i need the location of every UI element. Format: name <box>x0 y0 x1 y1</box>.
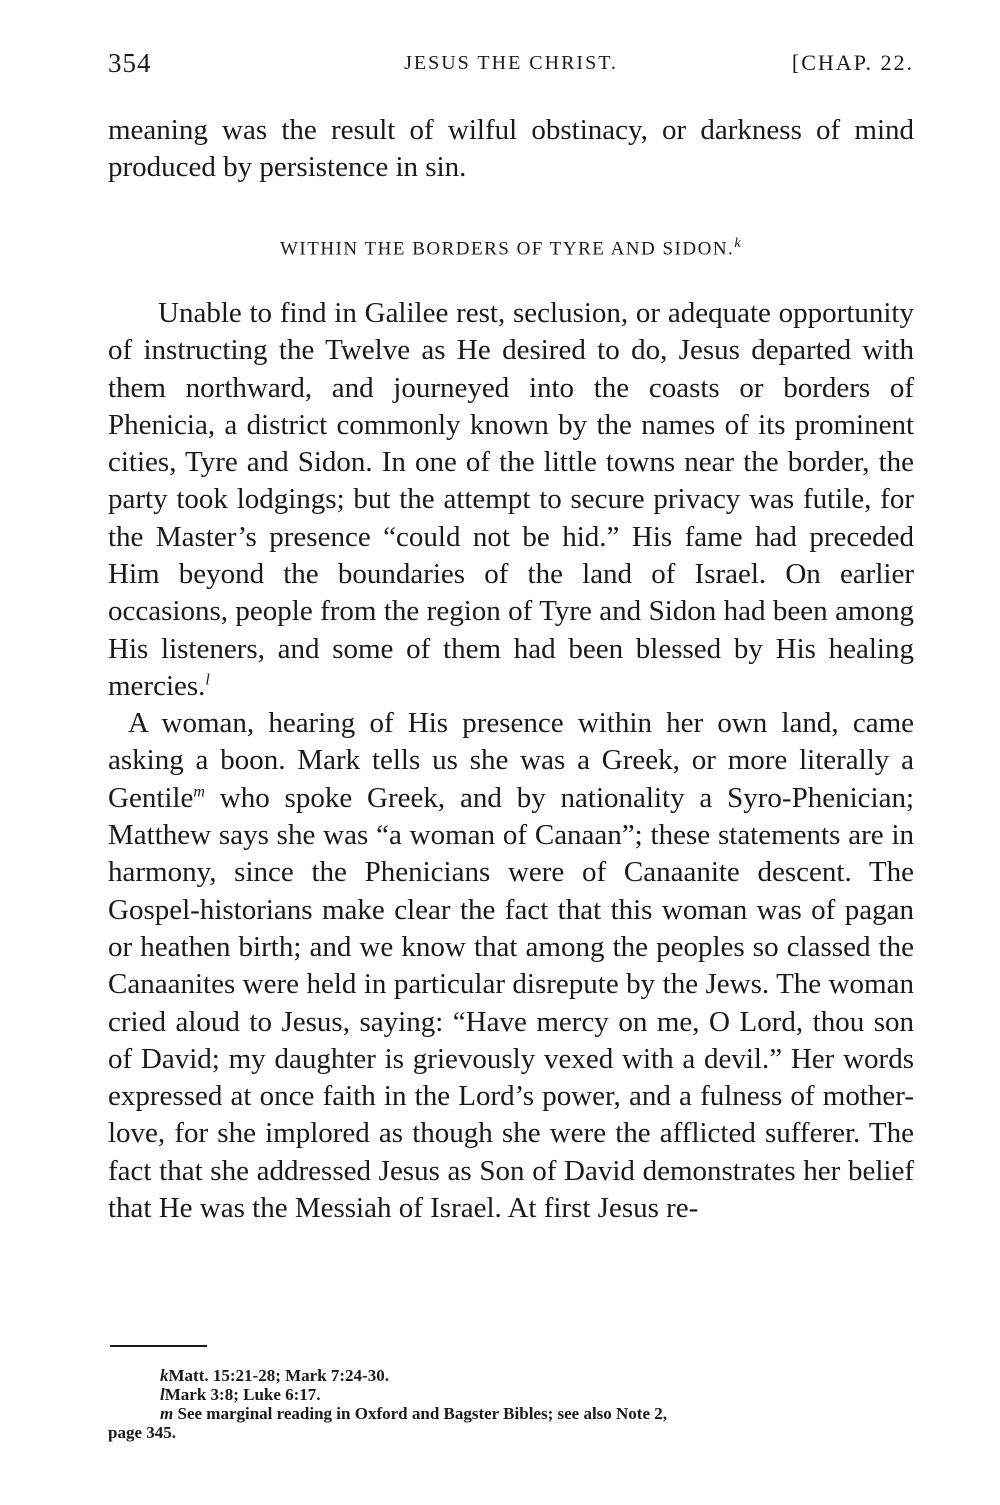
footnote-mark: k <box>160 1366 169 1385</box>
page-number: 354 <box>108 48 152 78</box>
footnote <box>108 1366 914 1385</box>
running-title: JESUS THE CHRIST. <box>404 52 618 74</box>
paragraph-text: A woman, hearing of His presence within her own land, came asking a boon. Mark tells us she was a Greek, or more literally a Gentile <box>108 707 914 814</box>
footnote-text: page 345. <box>108 1423 176 1442</box>
footnote-mark: l <box>160 1385 165 1404</box>
section-heading <box>108 229 914 264</box>
footnote-ref-m: m <box>193 783 205 801</box>
footnote-ref-l: l <box>205 671 210 689</box>
footnote <box>108 1404 914 1423</box>
running-head <box>108 48 914 84</box>
footnote-continuation <box>108 1423 914 1442</box>
footnotes <box>108 1366 914 1442</box>
paragraph <box>108 705 914 1227</box>
footnote-ref-k: k <box>734 235 743 251</box>
paragraph-text: who spoke Greek, and by nationality a Syro-Phenician; Matthew says she was “a woman of Canaan”; these statements are in harmony, since the Phenicians were of Canaanite descent. The Gospel-historians make clear the fact that this woman was of pagan or heathen birth; and we know that among the peoples so classed the Canaanites were held in particular disrepute by the Jews. The woman cried aloud to Jesus, saying: “Have mercy on me, O Lord, thou son of David; my daughter is grievously vexed with a devil.” Her words expressed at once faith in the Lord’s power, and a fulness of mother-love, for she implored as though she were the afflicted sufferer. The fact that she addressed Jesus as Son of David demonstrates her belief that He was the Messiah of Israel. At first Jesus re- <box>108 781 914 1225</box>
book-page <box>108 0 914 1505</box>
footnote <box>108 1385 914 1404</box>
footnote-rule <box>110 1345 207 1347</box>
chapter-label: [CHAP. 22. <box>791 50 914 75</box>
footnote-text: See marginal reading in Oxford and Bagster Bibles; see also Note 2, <box>177 1404 668 1423</box>
paragraph-text: Unable to find in Galilee rest, seclusion, or adequate opportunity of instructing the Twelve as He desired to do, Jesus departed with them northward, and journeyed into the coasts or borders of Phenicia, a district commonly known by the names of its prominent cities, Tyre and Sidon. In one of the little towns near the border, the party took lodgings; but the attempt to secure privacy was futile, for the Master’s presence “could not be hid.” His fame had preceded Him beyond the boundaries of the land of Israel. On earlier occasions, people from the region of Tyre and Sidon had been among His listeners, and some of them had been blessed by His healing mercies. <box>108 296 914 702</box>
section-heading-text: WITHIN THE BORDERS OF TYRE AND SIDON. <box>279 237 735 259</box>
body-text <box>108 112 914 1227</box>
footnote-mark: m <box>160 1404 174 1423</box>
carryover-paragraph: meaning was the result of wilful obstinacy, or darkness of mind produced by persistence in sin. <box>108 114 914 184</box>
footnote-text: Mark 3:8; Luke 6:17. <box>164 1385 321 1404</box>
footnote-text: Matt. 15:21-28; Mark 7:24-30. <box>168 1366 389 1385</box>
paragraph <box>108 295 914 705</box>
